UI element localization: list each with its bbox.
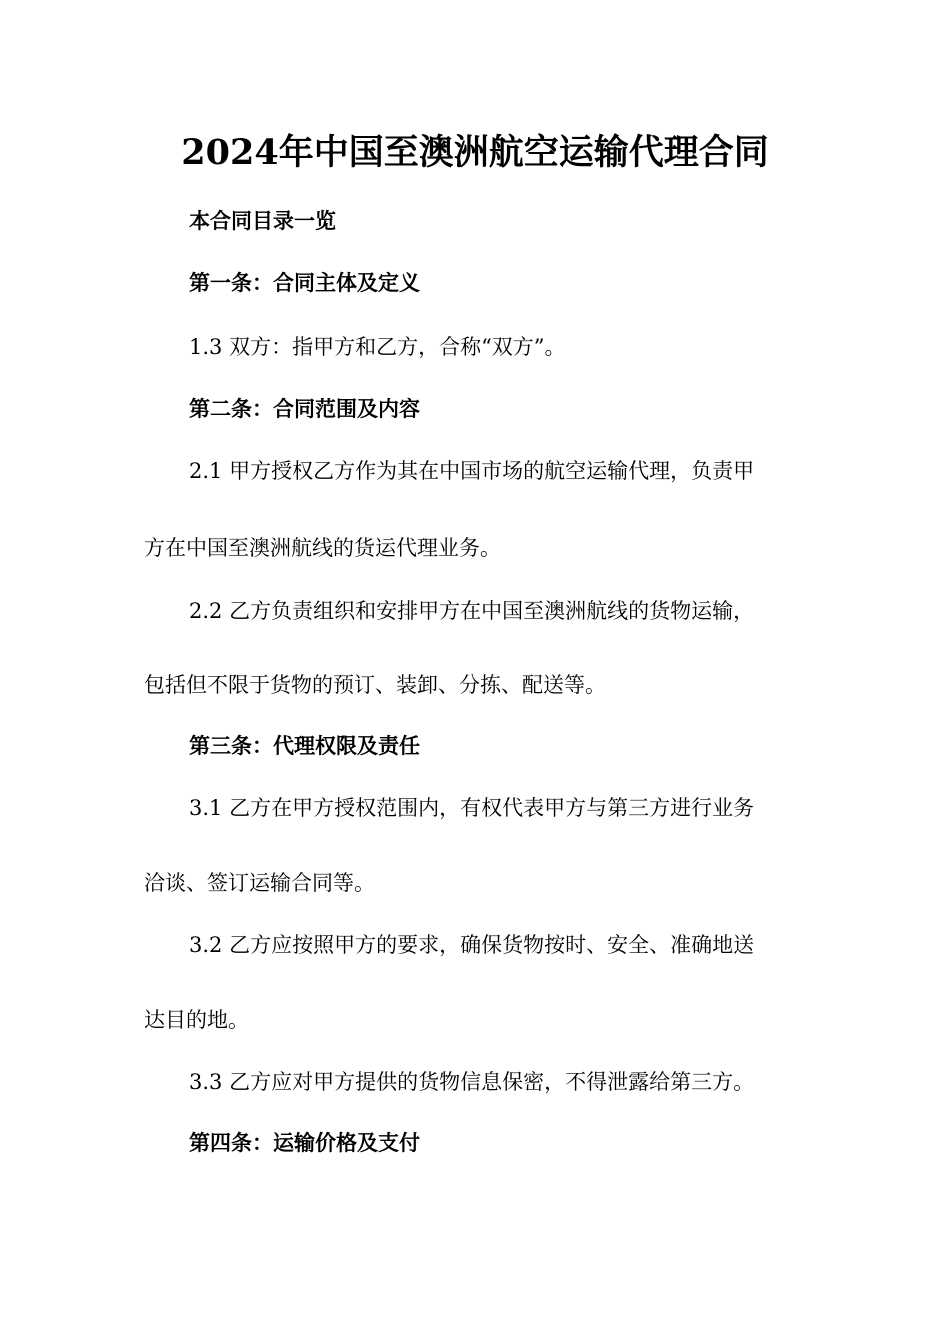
article-3-heading: 第三条：代理权限及责任 [189,734,420,758]
document-title: 2024年中国至澳洲航空运输代理合同 [181,132,769,173]
clause-2-1-line-2: 方在中国至澳洲航线的货运代理业务。 [144,536,501,560]
clause-2-2-line-1: 2.2 乙方负责组织和安排甲方在中国至澳洲航线的货物运输， [189,599,755,623]
article-1-heading: 第一条：合同主体及定义 [189,271,420,295]
article-4-heading: 第四条：运输价格及支付 [189,1131,420,1155]
clause-1-3: 1.3 双方：指甲方和乙方，合称“双方”。 [189,335,566,359]
clause-3-1-line-2: 洽谈、签订运输合同等。 [144,871,375,895]
toc-heading: 本合同目录一览 [189,209,336,233]
clause-3-2-line-1: 3.2 乙方应按照甲方的要求，确保货物按时、安全、准确地送 [189,933,755,957]
clause-3-3: 3.3 乙方应对甲方提供的货物信息保密，不得泄露给第三方。 [189,1070,755,1094]
article-2-heading: 第二条：合同范围及内容 [189,397,420,421]
clause-2-2-line-2: 包括但不限于货物的预订、装卸、分拣、配送等。 [144,673,606,697]
clause-3-2-line-2: 达目的地。 [144,1008,249,1032]
clause-2-1-line-1: 2.1 甲方授权乙方作为其在中国市场的航空运输代理，负责甲 [189,459,755,483]
clause-3-1-line-1: 3.1 乙方在甲方授权范围内，有权代表甲方与第三方进行业务 [189,796,755,820]
